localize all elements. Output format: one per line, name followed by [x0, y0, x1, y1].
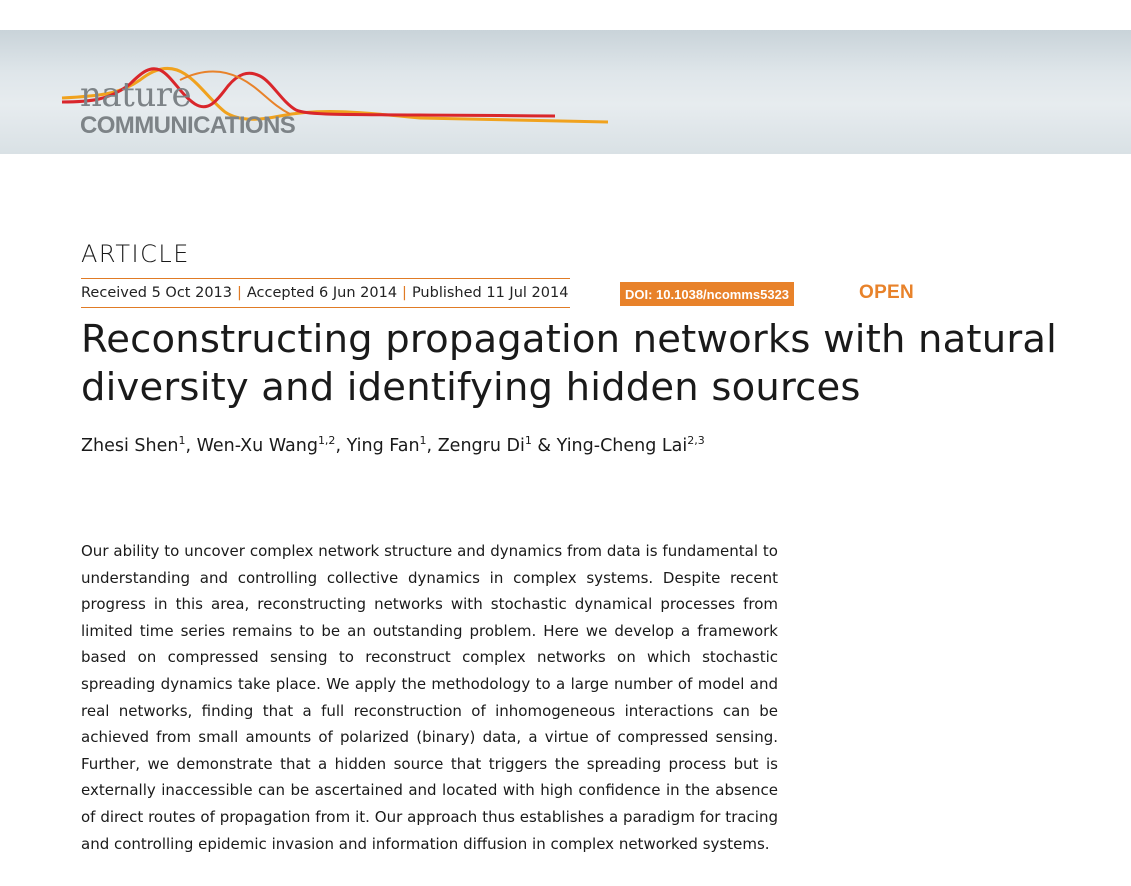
article-title: Reconstructing propagation networks with natural diversity and identifying hidden sources: [81, 317, 1058, 410]
author-name[interactable]: Wen-Xu Wang: [196, 436, 318, 456]
author-separator: ,: [185, 436, 197, 456]
accepted-date: Accepted 6 Jun 2014: [246, 285, 398, 301]
author-name[interactable]: Zengru Di: [437, 436, 525, 456]
author-name[interactable]: Zhesi Shen: [81, 436, 179, 456]
author-affiliation: 1,2: [317, 434, 336, 447]
open-access-label: OPEN: [859, 282, 915, 303]
author-affiliation: 1: [419, 434, 427, 447]
author-affiliation: 1: [178, 434, 186, 447]
article-type-label: ARTICLE: [81, 240, 190, 268]
article-abstract: Our ability to uncover complex network structure and dynamics from data is fundamental to understanding and controlling collective dynamics in complex systems. Despite recent progress in this area, reconstructing networks with stochastic dynamical processes from limited time series remains to be an outstanding problem. Here we develop a framework based on compressed sensing to reconstruct complex networks on which stochastic spreading dynamics take place. We apply the methodology to a large number of model and real networks, finding that a full reconstruction of inhomogeneous interactions can be achieved from small amounts of polarized (binary) data, a virtue of compressed sensing. Further, we demonstrate that a hidden source that triggers the spreading process but is externally inaccessible can be ascertained and located with high confidence in the absence of direct routes of propagation from it. Our approach thus establishes a paradigm for tracing and controlling epidemic invasion and information diffusion in complex networked systems.: [81, 542, 778, 853]
author-affiliation: 2,3: [687, 434, 705, 447]
author-separator: ,: [335, 436, 347, 456]
published-date: Published 11 Jul 2014: [411, 285, 569, 301]
received-date: Received 5 Oct 2013: [81, 285, 232, 301]
journal-header-banner: [0, 30, 1131, 154]
date-separator: |: [402, 285, 407, 301]
author-separator: &: [531, 436, 557, 456]
author-list: [81, 434, 981, 456]
date-separator: |: [237, 285, 242, 301]
author-separator: ,: [426, 436, 438, 456]
doi-badge[interactable]: DOI: 10.1038/ncomms5323: [620, 282, 794, 306]
author-affiliation: 1: [524, 434, 532, 447]
journal-logo-nature: nature: [80, 75, 192, 115]
author-name[interactable]: Ying-Cheng Lai: [556, 436, 688, 456]
article-dates-bar: [81, 278, 570, 308]
author-name[interactable]: Ying Fan: [346, 436, 420, 456]
journal-logo-communications: COMMUNICATIONS: [80, 112, 296, 139]
